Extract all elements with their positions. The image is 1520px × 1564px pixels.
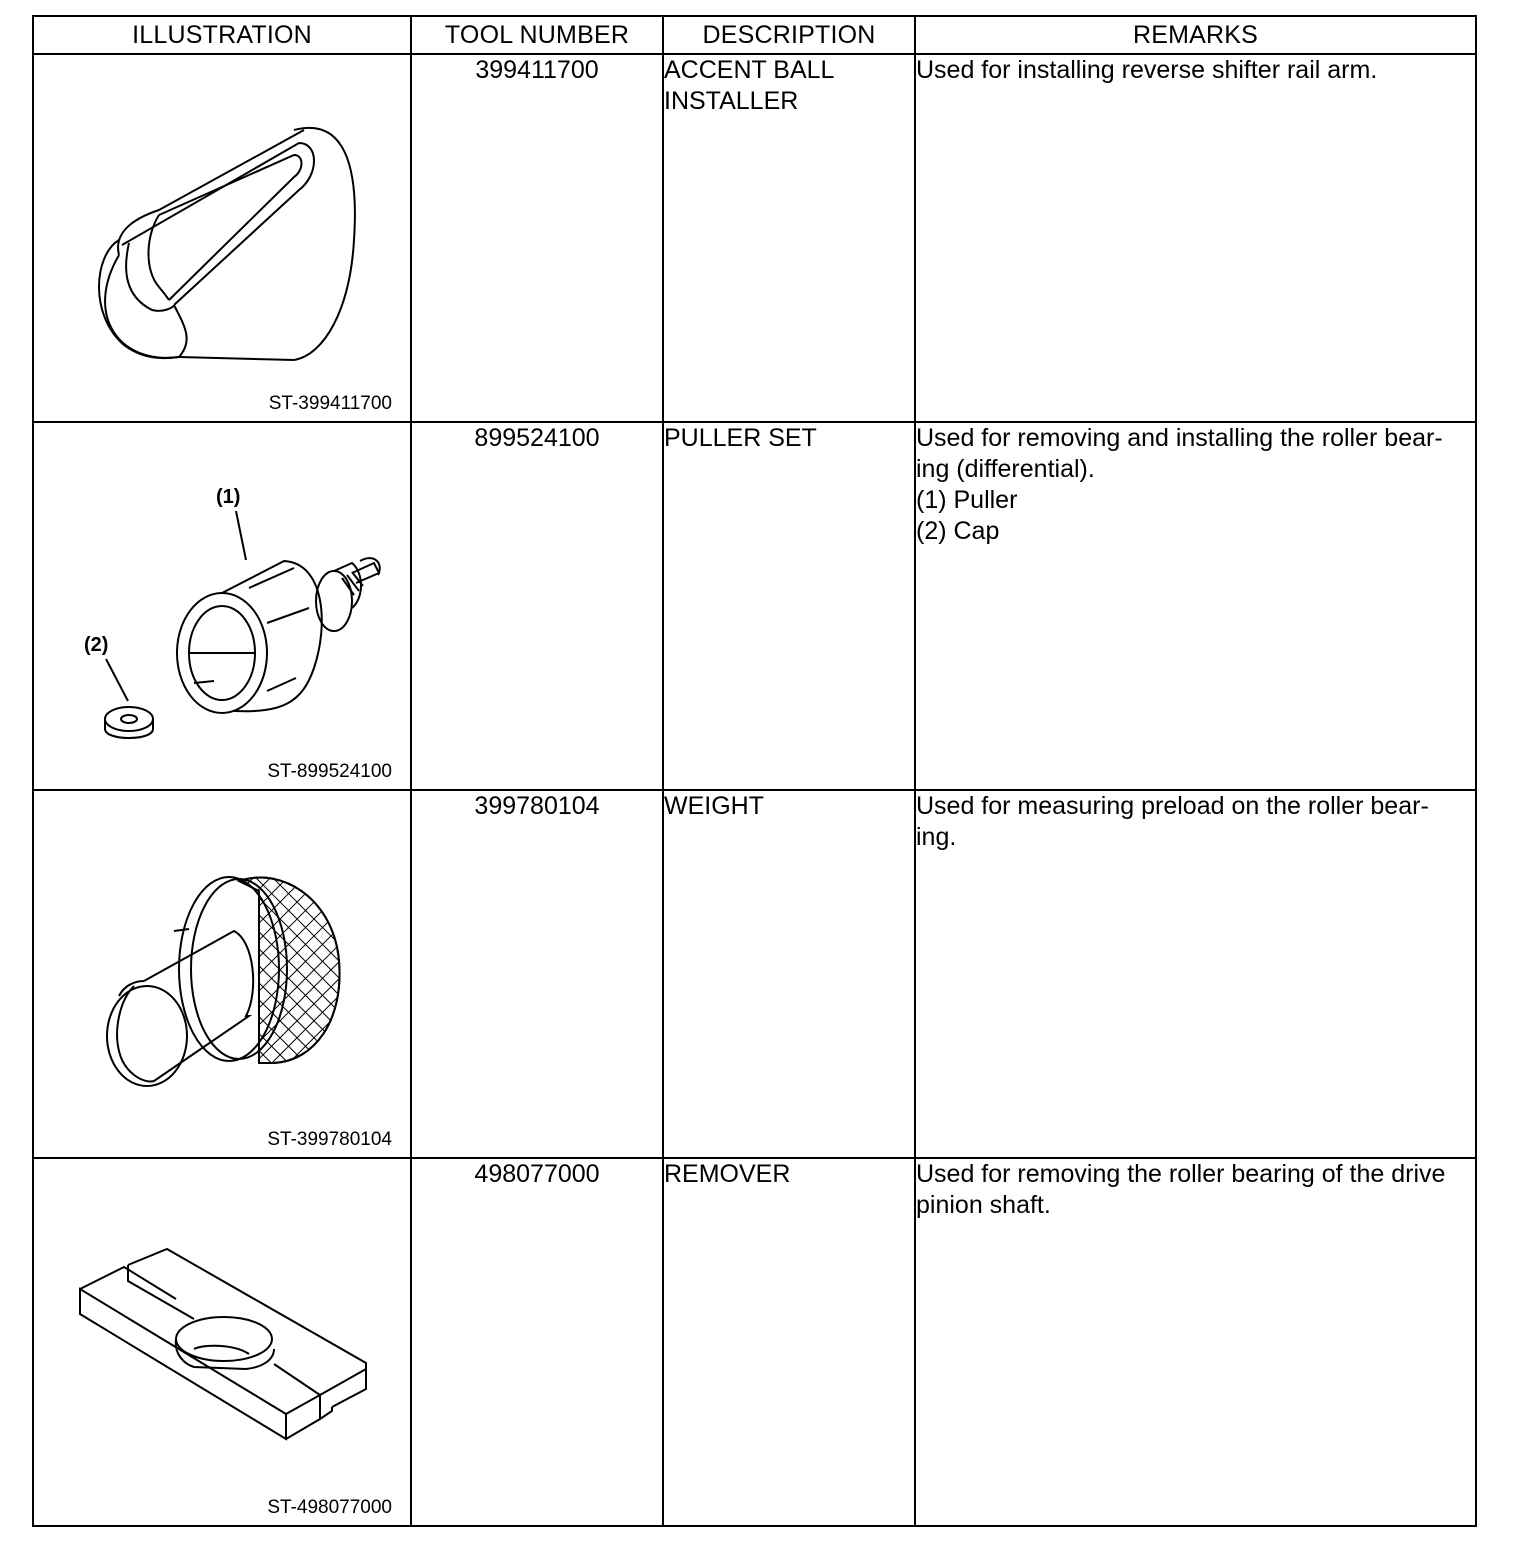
illustration-cell	[33, 1158, 411, 1526]
header-illustration: ILLUSTRATION	[33, 16, 411, 54]
illustration-cell	[33, 422, 411, 790]
remarks-cell	[915, 790, 1476, 1158]
remarks-line: ing (differential).	[916, 455, 1095, 483]
remover-icon	[34, 1159, 412, 1525]
description-cell	[663, 54, 915, 422]
tool-number-cell: 498077000	[411, 1158, 663, 1526]
remarks-line: Used for removing the roller bearing of the drive	[916, 1160, 1446, 1188]
header-remarks: REMARKS	[915, 16, 1476, 54]
remarks-line: Used for installing reverse shifter rail arm.	[916, 56, 1378, 84]
tool-number-cell: 899524100	[411, 422, 663, 790]
description-line: INSTALLER	[664, 87, 799, 115]
remarks-line: Used for measuring preload on the roller bear-	[916, 792, 1429, 820]
description-cell	[663, 1158, 915, 1526]
remarks-line: ing.	[916, 823, 957, 851]
table-row	[33, 1158, 1476, 1526]
header-tool-number: TOOL NUMBER	[411, 16, 663, 54]
remarks-cell	[915, 422, 1476, 790]
description-cell	[663, 790, 915, 1158]
remarks-line: pinion shaft.	[916, 1191, 1051, 1219]
description-line: PULLER SET	[664, 424, 817, 452]
description-line: REMOVER	[664, 1160, 791, 1188]
header-description: DESCRIPTION	[663, 16, 915, 54]
accent-ball-installer-icon	[34, 55, 412, 421]
description-line: WEIGHT	[664, 792, 764, 820]
callout-2-label: (2)	[84, 634, 109, 656]
illustration-caption: ST-498077000	[267, 1497, 392, 1518]
description-line: ACCENT BALL	[664, 56, 835, 84]
remarks-line: (2) Cap	[916, 517, 1000, 545]
remarks-cell	[915, 54, 1476, 422]
illustration-caption: ST-399411700	[268, 393, 392, 414]
weight-icon	[34, 791, 412, 1157]
tool-number-cell: 399411700	[411, 54, 663, 422]
illustration-caption: ST-399780104	[267, 1129, 392, 1150]
table-row	[33, 790, 1476, 1158]
puller-set-icon	[34, 423, 412, 789]
tool-number-cell: 399780104	[411, 790, 663, 1158]
remarks-line: (1) Puller	[916, 486, 1018, 514]
illustration-cell	[33, 54, 411, 422]
description-cell	[663, 422, 915, 790]
illustration-caption: ST-899524100	[267, 761, 392, 782]
callout-1-label: (1)	[216, 486, 241, 508]
special-tools-table	[32, 15, 1477, 1527]
remarks-cell	[915, 1158, 1476, 1526]
header-row	[33, 16, 1476, 54]
remarks-line: Used for removing and installing the roller bear-	[916, 424, 1443, 452]
table-row	[33, 422, 1476, 790]
table-row	[33, 54, 1476, 422]
illustration-cell	[33, 790, 411, 1158]
